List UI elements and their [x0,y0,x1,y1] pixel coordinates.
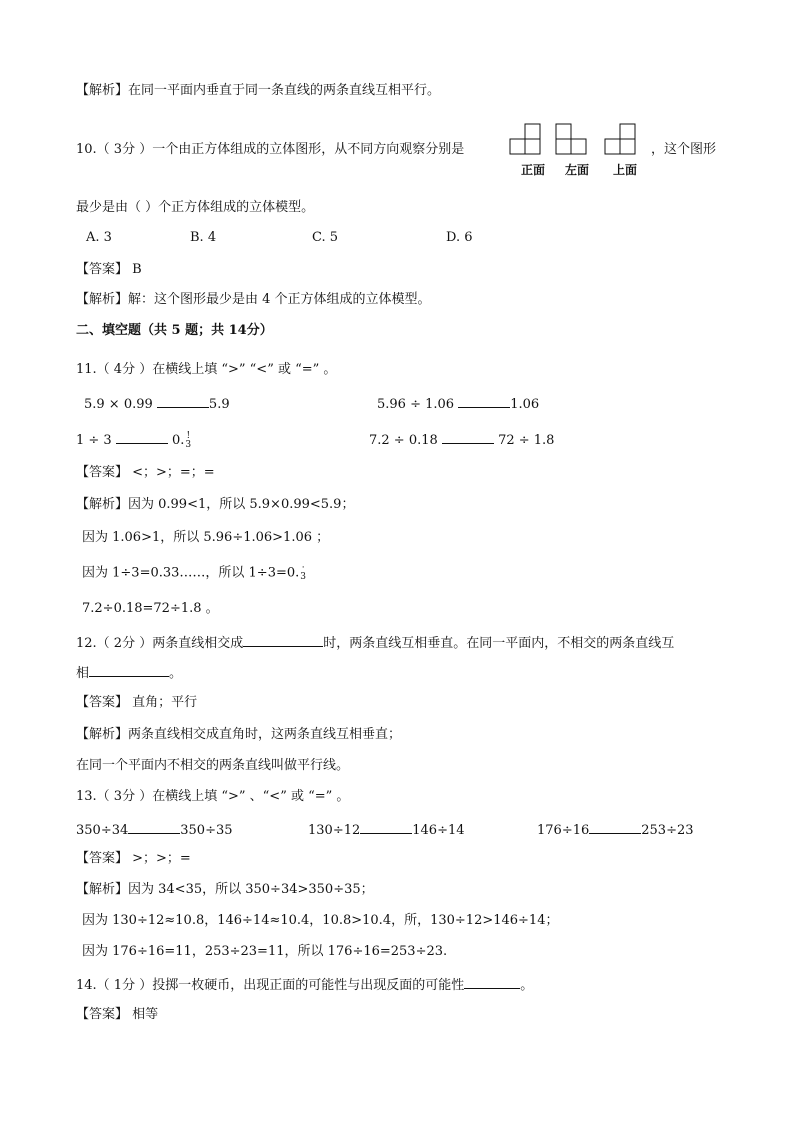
q10-analysis: 【解析】解：这个图形最少是由 4 个正方体组成的立体模型。 [76,292,431,307]
question-10-stem: 10.（ 3分 ）一个由正方体组成的立体图形，从不同方向观察分别是 [76,142,465,157]
question-13-stem: 13.（ 3分 ）在横线上填 “>” 、“<” 或 “=” 。 [76,789,350,804]
repeating-decimal-mark-2: · 3 [300,563,307,582]
q11-blank-1[interactable] [157,394,209,408]
q13-item-3: 176÷16 253÷23 [537,820,694,840]
q11-blank-3[interactable] [116,430,168,444]
q11-expr-1: 5.9 × 0.99 [84,397,153,412]
q12-analysis-1: 【解析】两条直线相交成直角时，这两条直线互相垂直； [76,727,402,742]
q11-analysis-4: 7.2÷0.18=72÷1.8 。 [82,601,219,616]
q10-option-c: C. 5 [312,230,339,245]
q11-analysis-2: 因为 1.06>1，所以 5.96÷1.06>1.06 ； [82,530,330,545]
top-view-label: 上面 [612,163,637,177]
q11-blank-2[interactable] [458,394,510,408]
q11-analysis-3: 因为 1÷3=0.33……，所以 1÷3=0. · 3 [82,563,307,582]
q11-item-2 [377,394,539,414]
q12-blank-1[interactable] [243,633,323,647]
analysis-9: 【解析】在同一平面内垂直于同一条直线的两条直线互相平行。 [76,83,441,98]
q13-analysis-3: 因为 176÷16=11，253÷23=11，所以 176÷16=253÷23. [82,944,448,959]
q13-analysis-2: 因为 130÷12≈10.8，146÷14≈10.4，10.8>10.4，所，130÷12>146÷14； [82,913,559,928]
q13-blank-2[interactable] [360,820,412,834]
q13-item-2: 130÷12 146÷14 [308,820,465,840]
q13-item-1: 350÷34 350÷35 [76,820,233,840]
q11-analysis-1: 【解析】因为 0.99<1，所以 5.9×0.99<5.9； [76,497,355,512]
q11-expr-2: 5.96 ÷ 1.06 [377,397,455,412]
repeating-decimal-mark: ! 3 [185,430,192,450]
q11-answer: 【答案】 <；>；=；= [76,465,215,480]
front-view-label: 正面 [520,163,545,177]
q13-blank-3[interactable] [589,820,641,834]
q10-option-a: A. 3 [86,230,112,245]
section-2-heading: 二、填空题（共 5 题；共 14分） [76,323,273,338]
q11-item-4 [369,430,554,450]
q11-rhs-4: 72 ÷ 1.8 [498,433,555,448]
q13-analysis-1: 【解析】因为 34<35，所以 350÷34>350÷35； [76,882,374,897]
q11-rhs-3: 0. [171,433,185,448]
q13-answer: 【答案】 >；>；= [76,851,191,866]
front-view-figure [509,120,557,176]
q12-blank-2[interactable] [89,663,169,677]
q11-rhs-2: 1.06 [510,397,540,412]
q11-item-3 [76,430,191,450]
q10-option-b: B. 4 [190,230,217,245]
left-view-label: 左面 [564,163,589,177]
q12-answer: 【答案】 直角；平行 [76,695,198,710]
q12-analysis-2: 在同一个平面内不相交的两条直线叫做平行线。 [76,758,350,773]
question-11-stem: 11.（ 4分 ）在横线上填 “>” “<” 或 “=” 。 [76,362,337,377]
q14-answer: 【答案】 相等 [76,1007,159,1022]
q11-expr-4: 7.2 ÷ 0.18 [369,433,438,448]
q10-option-d: D. 6 [446,230,473,245]
top-view-figure [601,120,649,176]
q13-blank-1[interactable] [128,820,180,834]
question-14-stem: 14.（ 1分 ）投掷一枚硬币，出现正面的可能性与出现反面的可能性 。 [76,975,533,995]
question-10-stem-cont: 最少是由（ ）个正方体组成的立体模型。 [76,200,315,215]
q14-blank[interactable] [464,975,520,989]
q11-expr-3: 1 ÷ 3 [76,433,112,448]
question-12-stem-cont: 相 。 [76,663,182,683]
left-view-figure [553,120,601,176]
q11-blank-4[interactable] [442,430,494,444]
q11-item-1 [84,394,230,414]
question-12-stem: 12.（ 2分 ）两条直线相交成 时，两条直线互相垂直。在同一平面内，不相交的两条直线互 [76,633,674,653]
q10-answer: 【答案】 B [76,262,142,277]
question-10-stem-end: ，这个图形 [651,142,717,157]
q11-rhs-1: 5.9 [208,397,230,412]
